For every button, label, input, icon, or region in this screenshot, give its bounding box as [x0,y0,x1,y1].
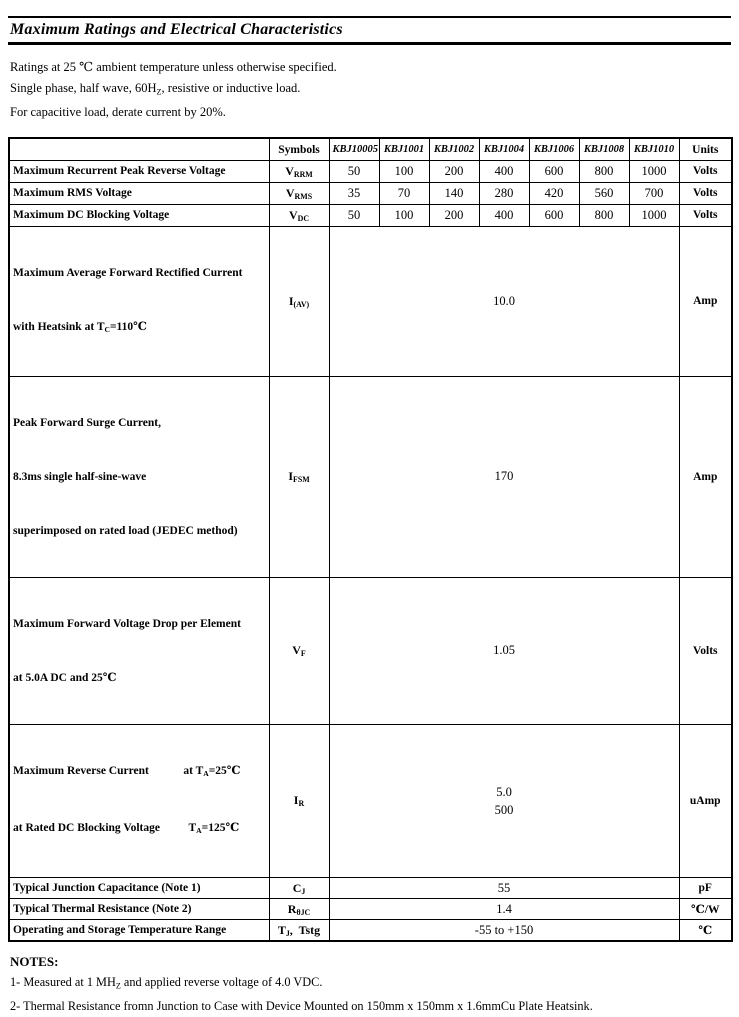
header-blank-cell [9,138,269,160]
value-cell: 700 [629,182,679,204]
value-cell: 400 [479,204,529,226]
header-kbj1010: KBJ1010 [629,138,679,160]
table-row-vf [9,577,732,724]
merged-value-cell: 55 [329,878,679,899]
ratings-table [8,137,733,942]
title-block [8,16,731,45]
unit-cell: Volts [679,160,732,182]
value-cell: 1000 [629,160,679,182]
header-kbj10005: KBJ10005 [329,138,379,160]
param-label: Maximum RMS Voltage [9,182,269,204]
table-row-cj [9,878,732,899]
param-label: Maximum DC Blocking Voltage [9,204,269,226]
symbol-cell: $V_F$ [269,577,329,724]
table-row-rthjc [9,899,732,920]
merged-value-cell: -55 to +150 [329,920,679,942]
note-line-2: 2- Thermal Resistance fromn Junction to Case with Device Mounted on 150mm x 150mm x 1.6mmCu Plate Heatsink. [10,999,593,1014]
value-cell: 1000 [629,204,679,226]
value-cell: 140 [429,182,479,204]
intro-line-phase: Single phase, half wave, $60H_Z$, resistive or inductive load. [10,81,301,97]
value-cell: 200 [429,204,479,226]
table-header-row [9,138,732,160]
unit-cell: Amp [679,226,732,376]
value-cell: 200 [429,160,479,182]
value-cell: 50 [329,204,379,226]
symbol-cell: $V_{RMS}$ [269,182,329,204]
param-label: Maximum Average Forward Rectified Current with Heatsink at $T_C=110℃$ [9,226,269,376]
header-kbj1006: KBJ1006 [529,138,579,160]
merged-value-cell: 170 [329,376,679,577]
unit-cell: Volts [679,577,732,724]
table-row-tjtstg [9,920,732,942]
symbol-cell: $C_J$ [269,878,329,899]
unit-cell: Amp [679,376,732,577]
table-row-vdc [9,204,732,226]
merged-value-cell: 1.4 [329,899,679,920]
value-cell: 800 [579,160,629,182]
intro-line-capacitive: For capacitive load, derate current by 20%. [10,105,226,120]
unit-cell: ℃/W [679,899,732,920]
symbol-cell: $T_J$, Tstg [269,920,329,942]
value-cell: 560 [579,182,629,204]
symbol-cell: $V_{DC}$ [269,204,329,226]
page-title: Maximum Ratings and Electrical Characteristics [10,21,343,38]
param-label: Maximum Recurrent Peak Reverse Voltage [9,160,269,182]
table-row-vrms [9,182,732,204]
unit-cell: pF [679,878,732,899]
header-units: Units [679,138,732,160]
table-row-vrrm [9,160,732,182]
value-cell: 280 [479,182,529,204]
merged-value-cell: 1.05 [329,577,679,724]
value-cell: 100 [379,204,429,226]
param-label: Operating and Storage Temperature Range [9,920,269,942]
value-cell: 600 [529,204,579,226]
value-cell: 70 [379,182,429,204]
value-cell: 400 [479,160,529,182]
value-cell: 420 [529,182,579,204]
notes-section [10,952,731,1017]
merged-value-cell: 10.0 [329,226,679,376]
intro-line-ratings: Ratings at 25 ℃ ambient temperature unless otherwise specified. [10,60,337,74]
symbol-cell: $V_{RRM}$ [269,160,329,182]
table-row-iav [9,226,732,376]
param-label: Maximum Forward Voltage Drop per Element at 5.0A DC and 25℃ [9,577,269,724]
param-label: Peak Forward Surge Current, 8.3ms single half-sine-wave superimposed on rated load (JEDEC method) [9,376,269,577]
symbol-cell: $I_{FSM}$ [269,376,329,577]
header-kbj1002: KBJ1002 [429,138,479,160]
unit-cell: Volts [679,204,732,226]
value-cell: 50 [329,160,379,182]
value-cell: 600 [529,160,579,182]
title-rule-bottom [8,42,731,45]
unit-cell: uAmp [679,724,732,877]
title-rule-top [8,16,731,18]
symbol-cell: $R_{\theta JC}$ [269,899,329,920]
table-row-ir [9,724,732,877]
value-cell: 35 [329,182,379,204]
value-cell: 800 [579,204,629,226]
intro-text [10,57,731,123]
symbol-cell: $I_R$ [269,724,329,877]
header-kbj1008: KBJ1008 [579,138,629,160]
value-cell: 100 [379,160,429,182]
header-kbj1001: KBJ1001 [379,138,429,160]
param-label: Typical Thermal Resistance (Note 2) [9,899,269,920]
symbol-cell: $I_{(AV)}$ [269,226,329,376]
unit-cell: ℃ [679,920,732,942]
param-label: Maximum Reverse Current at $T_A=25℃$ at Rated DC Blocking Voltage $T_A=125℃$ [9,724,269,877]
notes-heading: NOTES: [10,954,59,970]
header-symbols: Symbols [269,138,329,160]
merged-value-cell: 5.0 500 [329,724,679,877]
param-label: Typical Junction Capacitance (Note 1) [9,878,269,899]
table-row-ifsm [9,376,732,577]
header-kbj1004: KBJ1004 [479,138,529,160]
unit-cell: Volts [679,182,732,204]
note-line-1: 1- Measured at 1 $MH_Z$ and applied reverse voltage of 4.0 VDC. [10,975,323,991]
